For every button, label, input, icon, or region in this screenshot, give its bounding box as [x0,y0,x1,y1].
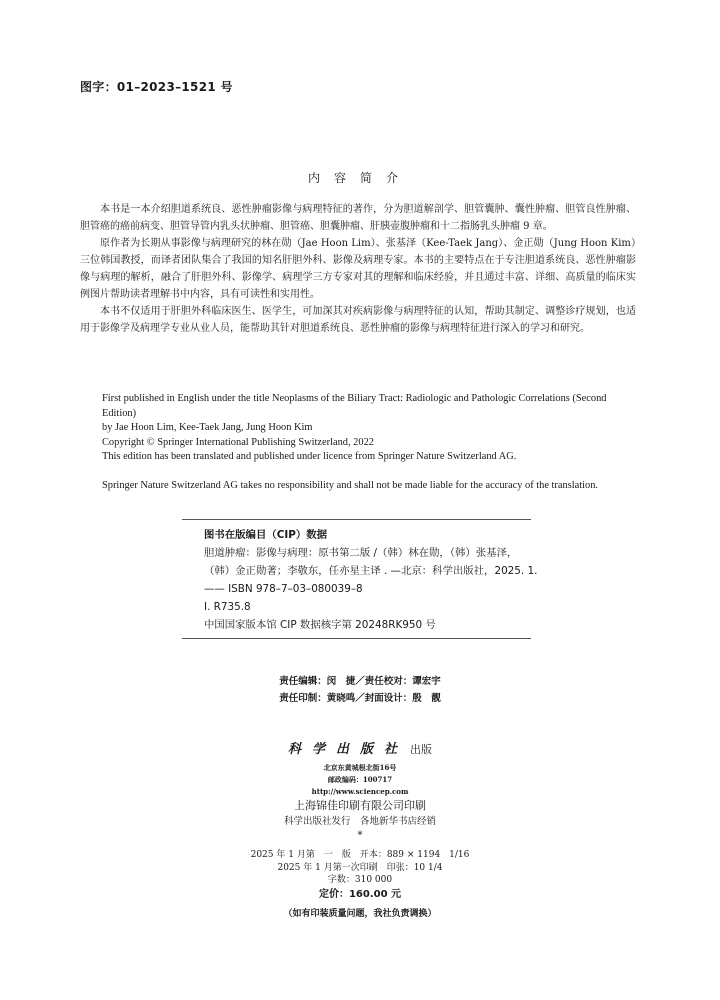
intro-title: 内容简介 [307,171,412,185]
authors-line: by Jae Hoon Lim, Kee-Taek Jang, Jung Hoon Kim [102,422,313,433]
publisher-url: http://www.sciencep.com [311,787,409,796]
cip-line: 胆道肿瘤：影像与病理：原书第二版 /（韩）林在勋，（韩）张基泽， [204,547,518,559]
disclaimer-line: Springer Nature Switzerland AG takes no responsibility and shall not be made liable for the accuracy of the translation. [102,480,599,491]
responsibility-credits [0,673,720,707]
intro-paragraph: 本书不仅适用于肝胆外科临床医生、医学生，可加深其对疾病影像与病理特征的认知，帮助其制定、调整诊疗规划，也适用于影像学及病理学专业从业人员，能帮助其针对胆道系统良、恶性肿瘤的影像与病理特征进行深入的学习和研究。 [80,306,636,334]
publication-info [0,849,720,920]
printing-credit: 责任印制：黄晓鸣／封面设计：殷 靓 [279,693,441,704]
copyright-line: Copyright © Springer International Publishing Switzerland, 2022 [102,436,374,448]
cip-isbn: —— ISBN 978–7–03–080039–8 [204,583,363,595]
publisher-logo: 科学出版社 [287,742,408,757]
price-line: 定价：160.00 元 [318,888,402,900]
cip-bottom-rule [182,638,531,639]
wordcount-line: 字数：310 000 [327,875,393,885]
editor-credit: 责任编辑：闵 捷／责任校对：谭宏宇 [279,676,441,687]
cip-classification: Ⅰ. R735.8 [204,601,251,613]
english-copyright-block [102,392,642,494]
intro-paragraph: 本书是一本介绍胆道系统良、恶性肿瘤影像与病理特征的著作，分为胆道解剖学、胆管囊肿、囊性肿瘤、胆管良性肿瘤、胆管癌的癌前病变、胆管导管内乳头状肿瘤、胆管癌、胆囊肿瘤、肝胰壶腹肿瘤和十二指肠乳头肿瘤 9 章。 [80,204,636,232]
publisher-imprint [0,738,720,842]
original-title-line: First published in English under the title Neoplasms of the Biliary Tract: Radiologic and Pathologic Correlations (Second Edition) [102,393,607,419]
quality-note: （如有印装质量问题，我社负责调换） [283,908,437,919]
intro-paragraph: 原作者为长期从事影像与病理研究的林在勋（Jae Hoon Lim）、张基泽（Kee-Taek Jang）、金正勋（Jung Hoon Kim）三位韩国教授，而译者团队集合了我国的知名肝胆外科、影像及病理专家。本书的主要特点在于专注胆道系统良、恶性肿瘤影像与病理的解析，融合了肝胆外科、影像学、病理学三方专家对其的理解和临床经验，并且通过丰富、详细、高质量的临床实例图片帮助读者理解书中内容，具有可读性和实用性。 [80,238,636,300]
intro-body [80,201,636,337]
cip-block [204,526,538,634]
publisher-suffix: 出版 [410,743,432,756]
cip-line: （韩）金正勋著；李敬东，任亦星主译 . —北京：科学出版社，2025. 1. [204,565,538,577]
publisher-address: 北京东黄城根北街16号 [323,763,397,772]
cip-heading: 图书在版编目（CIP）数据 [204,529,328,541]
publisher-postcode: 邮政编码：100717 [327,775,393,784]
edition-line: 2025 年 1 月第 一 版 开本：889 × 1194 1/16 [250,850,470,860]
registration-number: 图字：01–2023–1521 号 [80,80,233,94]
printer-line: 上海锦佳印刷有限公司印刷 [294,799,426,812]
printing-line: 2025 年 1 月第一次印刷 印张：10 1/4 [277,862,443,873]
cip-top-rule [182,519,531,520]
separator-star: * [357,830,363,841]
distribution-line: 科学出版社发行 各地新华书店经销 [283,816,436,827]
licence-line: This edition has been translated and published under licence from Springer Nature Switzerland AG. [102,451,517,462]
cip-record-number: 中国国家版本馆 CIP 数据核字第 20248RK950 号 [204,619,436,631]
